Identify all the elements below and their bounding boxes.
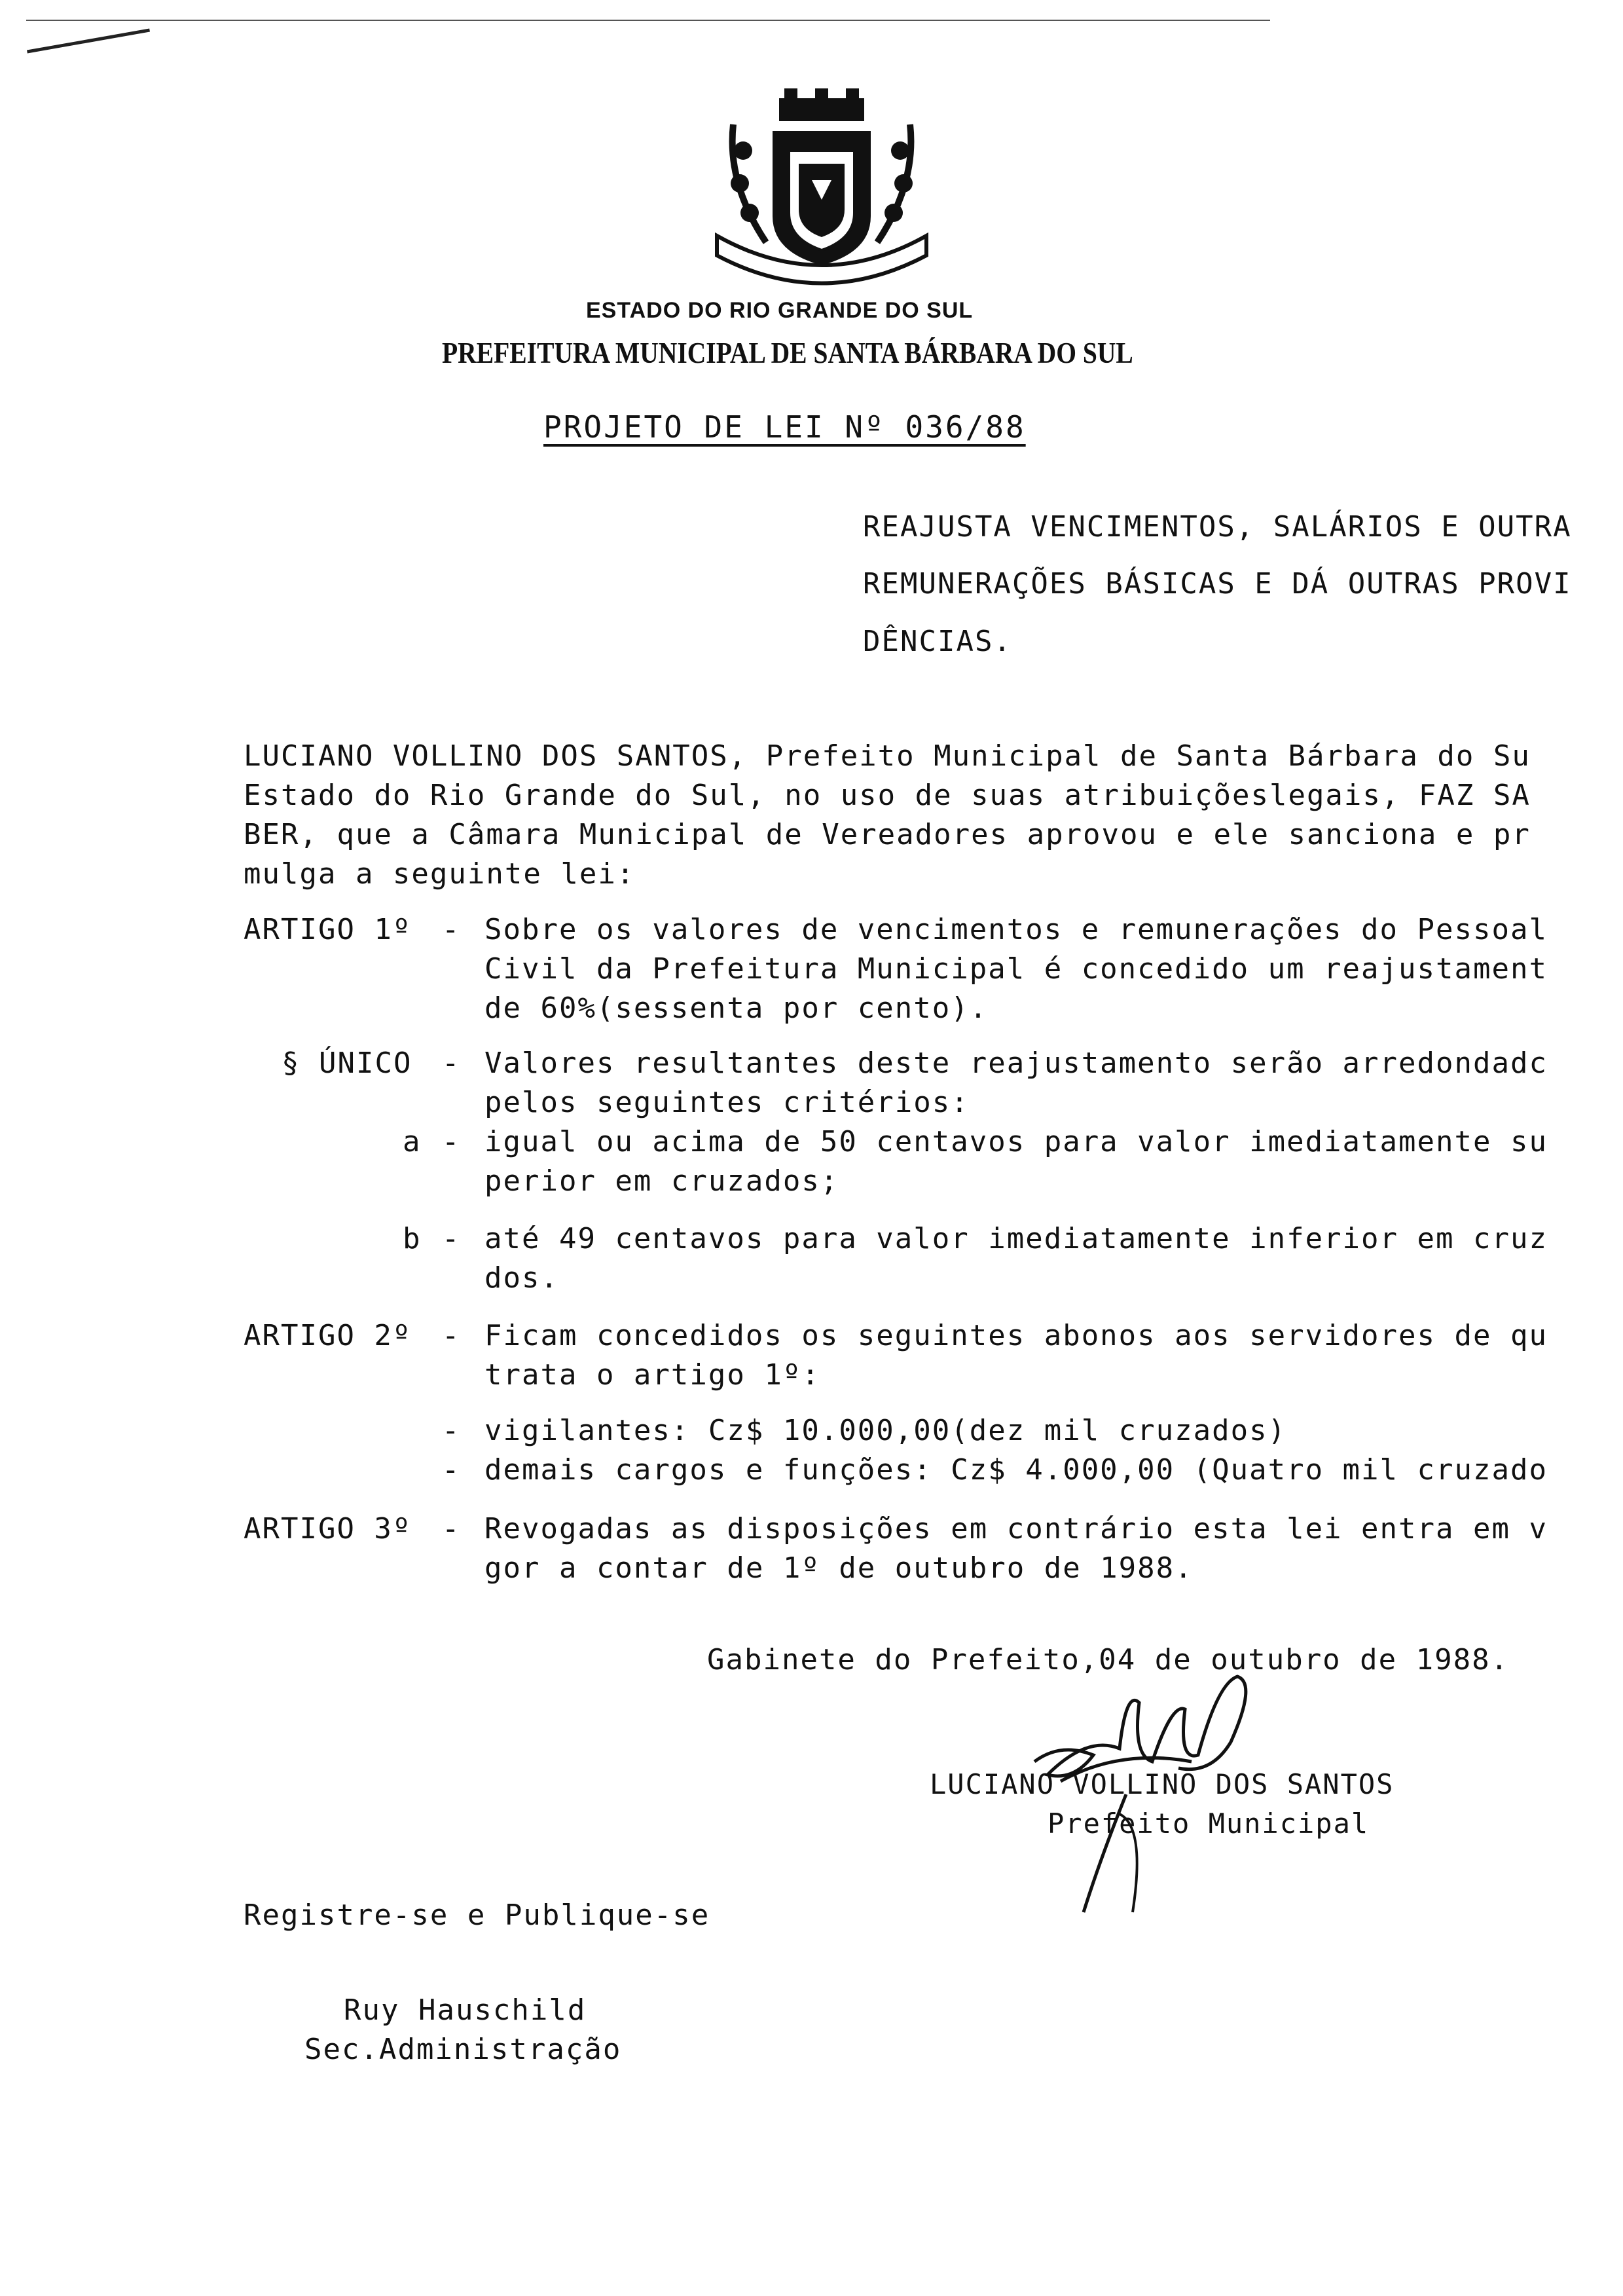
coat-of-arms-emblem — [707, 79, 936, 301]
article-3-label: ARTIGO 3º — [244, 1512, 412, 1546]
article-dash: - — [442, 1453, 461, 1487]
article-dash: - — [442, 1319, 461, 1352]
article-dash: - — [442, 1414, 461, 1447]
bonus-demais-cargos: demais cargos e funções: Cz$ 4.000,00 (Quatro mil cruzado — [484, 1453, 1548, 1487]
state-header: ESTADO DO RIO GRANDE DO SUL — [586, 298, 974, 323]
article-dash: - — [442, 1125, 461, 1158]
article-1-text: Sobre os valores de vencimentos e remunerações do Pessoal — [484, 913, 1548, 946]
paragraph-unico-text: Valores resultantes deste reajustamento serão arredondadc — [484, 1046, 1548, 1080]
summary-line: DÊNCIAS. — [863, 625, 1012, 658]
article-1-label: ARTIGO 1º — [244, 913, 412, 946]
paragraph-unico-text: pelos seguintes critérios: — [484, 1086, 970, 1119]
secretary-name: Ruy Hauschild — [344, 1993, 587, 2027]
item-a-text: igual ou acima de 50 centavos para valor imediatamente su — [484, 1125, 1548, 1158]
article-dash: - — [442, 1512, 461, 1546]
prefecture-header: PREFEITURA MUNICIPAL DE SANTA BÁRBARA DO SUL — [442, 336, 1133, 369]
preamble-line: BER, que a Câmara Municipal de Vereadores aprovou e ele sanciona e pr — [244, 818, 1531, 851]
article-1-text: Civil da Prefeitura Municipal é concedido um reajustament — [484, 952, 1548, 986]
preamble-line: Estado do Rio Grande do Sul, no uso de suas atribuiçõeslegais, FAZ SA — [244, 779, 1531, 812]
scan-artifact-mark — [27, 29, 150, 54]
scan-artifact-line — [26, 20, 1270, 21]
item-a-label: a — [403, 1125, 422, 1158]
secretary-role: Sec.Administração — [304, 2033, 622, 2066]
paragraph-unico-label: § ÚNICO — [282, 1046, 412, 1080]
preamble-line: mulga a seguinte lei: — [244, 857, 636, 891]
item-b-label: b — [403, 1222, 422, 1255]
item-b-text: dos. — [484, 1261, 559, 1295]
signer-role: Prefeito Municipal — [1048, 1807, 1370, 1840]
article-2-label: ARTIGO 2º — [244, 1319, 412, 1352]
signer-name: LUCIANO VOLLINO DOS SANTOS — [930, 1768, 1395, 1800]
bill-title: PROJETO DE LEI Nº 036/88 — [543, 409, 1026, 445]
preamble-line: LUCIANO VOLLINO DOS SANTOS, Prefeito Municipal de Santa Bárbara do Su — [244, 739, 1531, 773]
article-2-text: trata o artigo 1º: — [484, 1358, 820, 1392]
article-3-text: Revogadas as disposições em contrário esta lei entra em v — [484, 1512, 1548, 1546]
article-3-text: gor a contar de 1º de outubro de 1988. — [484, 1551, 1194, 1585]
item-b-text: até 49 centavos para valor imediatamente inferior em cruz — [484, 1222, 1548, 1255]
article-dash: - — [442, 913, 461, 946]
register-and-publish: Registre-se e Publique-se — [244, 1898, 710, 1932]
article-2-text: Ficam concedidos os seguintes abonos aos servidores de qu — [484, 1319, 1548, 1352]
article-1-text: de 60%(sessenta por cento). — [484, 991, 989, 1025]
bonus-vigilantes: vigilantes: Cz$ 10.000,00(dez mil cruzados) — [484, 1414, 1287, 1447]
article-dash: - — [442, 1222, 461, 1255]
article-dash: - — [442, 1046, 461, 1080]
summary-line: REAJUSTA VENCIMENTOS, SALÁRIOS E OUTRA — [863, 510, 1572, 544]
summary-line: REMUNERAÇÕES BÁSICAS E DÁ OUTRAS PROVI — [863, 567, 1572, 601]
item-a-text: perior em cruzados; — [484, 1164, 839, 1198]
place-and-date: Gabinete do Prefeito,04 de outubro de 1988. — [707, 1643, 1510, 1676]
